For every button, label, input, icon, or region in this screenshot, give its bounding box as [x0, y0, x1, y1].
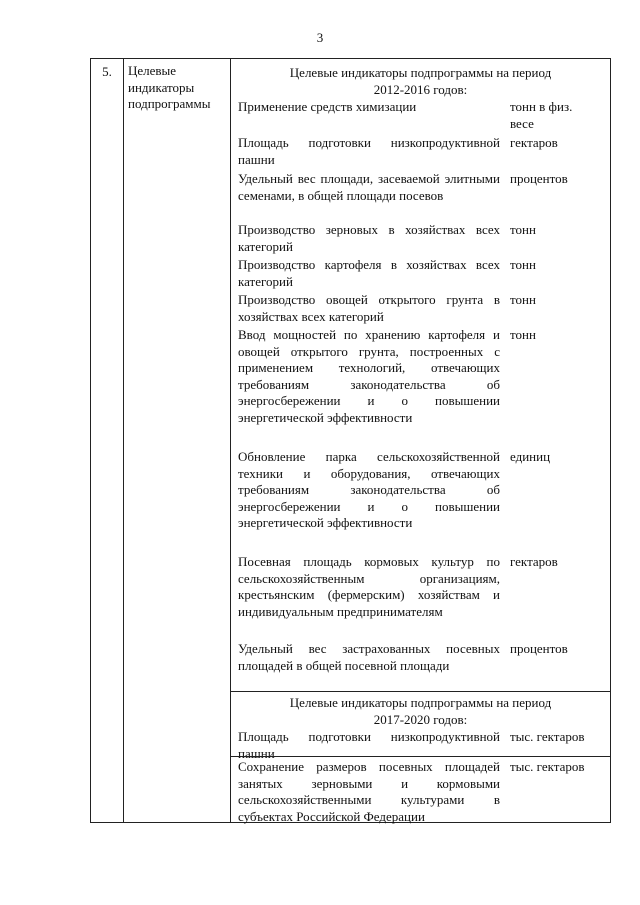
indicator-name: Производство овощей открытого грунта в хозяйствах всех категорий [238, 292, 500, 324]
indicator-name: Обновление парка сельскохозяйственной техники и оборудования, отвечающих требованиям законодательства об энергосбережении и о повышении энергетической эффективности [238, 449, 500, 530]
indicator-name: Производство картофеля в хозяйствах всех категорий [238, 257, 500, 289]
column-divider [123, 59, 124, 822]
section-heading: Целевые индикаторы подпрограммы на период 2017-2020 годов: [289, 695, 552, 727]
indicator-unit: гектаров [510, 554, 558, 569]
row-divider [231, 756, 610, 757]
indicator-name: Удельный вес площади, засеваемой элитными семенами, в общей площади посевов [238, 171, 500, 203]
indicator-unit: тонн в физ. весе [510, 99, 573, 131]
indicators-cell [231, 59, 610, 822]
indicator-name: Посевная площадь кормовых культур по сельскохозяйственным организациям, крестьянским (фермерским) хозяйствам и индивидуальным предпринимателям [238, 554, 500, 619]
indicator-name: Применение средств химизации [238, 99, 417, 114]
indicator-name: Удельный вес застрахованных посевных площадей в общей посевной площади [238, 641, 500, 673]
passport-table [90, 58, 611, 823]
indicator-unit: тонн [510, 292, 536, 307]
section-divider [231, 691, 610, 692]
indicator-unit: тонн [510, 327, 536, 342]
row-number: 5. [102, 64, 112, 79]
indicator-name: Производство зерновых в хозяйствах всех категорий [238, 222, 500, 254]
indicator-unit: тонн [510, 257, 536, 272]
page-number: 3 [316, 30, 324, 45]
section-heading: Целевые индикаторы подпрограммы на период 2012-2016 годов: [289, 65, 552, 97]
row-label: Целевые индикаторы подпрограммы [128, 63, 211, 111]
indicator-name: Площадь подготовки низкопродуктивной пашни [238, 135, 500, 167]
indicator-name: Сохранение размеров посевных площадей занятых зерновыми и кормовыми сельскохозяйственными культурами в субъектах Российской Федерации [238, 759, 500, 824]
indicator-name: Площадь подготовки низкопродуктивной пашни [238, 729, 500, 761]
indicator-unit: процентов [510, 641, 568, 656]
indicator-unit: тыс. гектаров [510, 729, 585, 744]
indicator-name: Ввод мощностей по хранению картофеля и овощей открытого грунта, построенных с применением технологий, отвечающих требованиям законодательства об энергосбережении и о повышении энергетической эффективности [238, 327, 500, 425]
indicator-unit: единиц [510, 449, 551, 464]
indicator-unit: процентов [510, 171, 568, 186]
indicator-unit: гектаров [510, 135, 558, 150]
indicator-unit: тыс. гектаров [510, 759, 585, 774]
indicator-unit: тонн [510, 222, 536, 237]
